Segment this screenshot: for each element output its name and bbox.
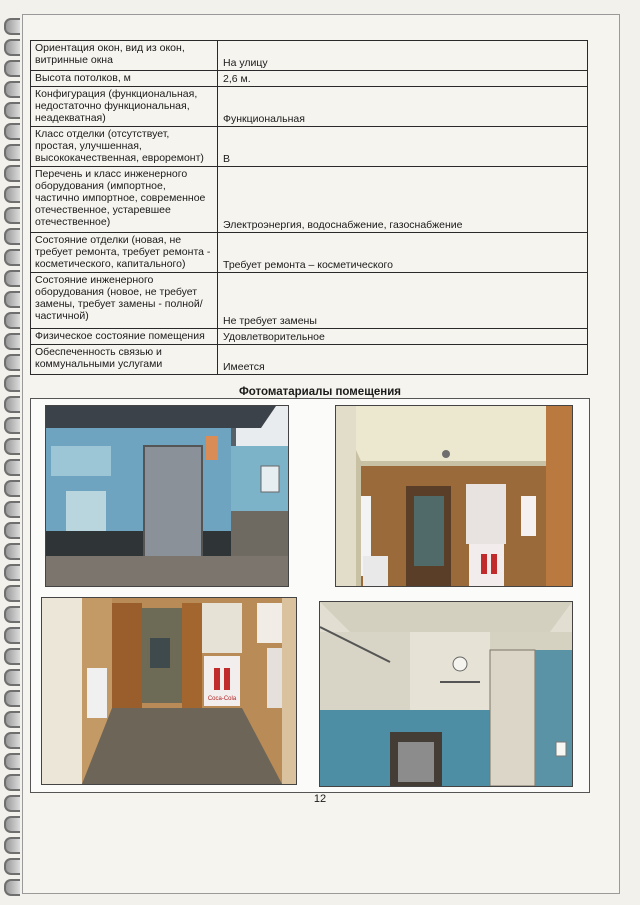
photo-hallway — [41, 597, 297, 785]
binding-ring — [4, 81, 20, 98]
binding-ring — [4, 270, 20, 287]
row-label: Физическое состояние помещения — [31, 329, 218, 345]
binding-ring — [4, 312, 20, 329]
binding-ring — [4, 543, 20, 560]
photo-room-image — [320, 602, 572, 786]
binding-ring — [4, 186, 20, 203]
page-number: 12 — [313, 793, 327, 805]
binding-ring — [4, 669, 20, 686]
row-value: Требует ремонта – косметического — [218, 233, 588, 273]
binding-ring — [4, 522, 20, 539]
row-value: На улицу — [218, 41, 588, 71]
binding-ring — [4, 207, 20, 224]
binding-ring — [4, 60, 20, 77]
table-row — [31, 345, 588, 375]
binding-ring — [4, 585, 20, 602]
binding-ring — [4, 39, 20, 56]
binding-ring — [4, 249, 20, 266]
binding-ring — [4, 459, 20, 476]
row-value: В — [218, 127, 588, 167]
table-row — [31, 41, 588, 71]
row-label: Состояние отделки (новая, не требует ремонта, требует ремонта - косметического, капитального) — [31, 233, 218, 273]
photo-exterior-image — [46, 406, 288, 586]
binding-ring — [4, 564, 20, 581]
binding-ring — [4, 396, 20, 413]
row-value: Удовлетворительное — [218, 329, 588, 345]
table-row — [31, 87, 588, 127]
photo-grid — [30, 398, 590, 793]
row-label: Высота потолков, м — [31, 71, 218, 87]
row-label: Перечень и класс инженерного оборудования (импортное, частично импортное, современное отечественное, устаревшее отечественное) — [31, 167, 218, 233]
binding-ring — [4, 774, 20, 791]
binding-ring — [4, 606, 20, 623]
row-label: Ориентация окон, вид из окон, витринные окна — [31, 41, 218, 71]
binding-ring — [4, 18, 20, 35]
binding-ring — [4, 228, 20, 245]
table-row — [31, 127, 588, 167]
binding-ring — [4, 123, 20, 140]
photo-section-title: Фотоматариалы помещения — [238, 386, 402, 398]
row-value: Электроэнергия, водоснабжение, газоснабжение — [218, 167, 588, 233]
table-row — [31, 329, 588, 345]
row-label: Класс отделки (отсутствует, простая, улучшенная, высококачественная, евроремонт) — [31, 127, 218, 167]
photo-exterior-entrance — [45, 405, 289, 587]
binding-ring — [4, 501, 20, 518]
property-table — [30, 40, 588, 375]
binding-ring — [4, 144, 20, 161]
binding-ring — [4, 354, 20, 371]
photo-hallway-image — [42, 598, 296, 784]
table-row — [31, 167, 588, 233]
row-label: Конфигурация (функциональная, недостаточно функциональная, неадекватная) — [31, 87, 218, 127]
binding-ring — [4, 291, 20, 308]
binding-ring — [4, 102, 20, 119]
binding-ring — [4, 480, 20, 497]
row-value: 2,6 м. — [218, 71, 588, 87]
row-label: Обеспеченность связью и коммунальными услугами — [31, 345, 218, 375]
row-value: Не требует замены — [218, 273, 588, 329]
poster-text: Coca-Cola — [207, 696, 237, 702]
photo-interior-room — [319, 601, 573, 787]
table-row — [31, 273, 588, 329]
binding-ring — [4, 165, 20, 182]
binding-ring — [4, 753, 20, 770]
binding-ring — [4, 417, 20, 434]
binding-ring — [4, 333, 20, 350]
table-row — [31, 71, 588, 87]
binding-ring — [4, 711, 20, 728]
binding-ring — [4, 627, 20, 644]
row-label: Состояние инженерного оборудования (новое, не требует замены, требует замены - полной/частичной) — [31, 273, 218, 329]
binding-ring — [4, 732, 20, 749]
row-value: Имеется — [218, 345, 588, 375]
row-value: Функциональная — [218, 87, 588, 127]
binding-ring — [4, 858, 20, 875]
binding-ring — [4, 816, 20, 833]
binding-ring — [4, 837, 20, 854]
spiral-binding — [0, 0, 22, 905]
binding-ring — [4, 648, 20, 665]
photo-corridor-image — [336, 406, 572, 586]
binding-ring — [4, 438, 20, 455]
photo-interior-corridor — [335, 405, 573, 587]
binding-ring — [4, 690, 20, 707]
binding-ring — [4, 879, 20, 896]
table-row — [31, 233, 588, 273]
